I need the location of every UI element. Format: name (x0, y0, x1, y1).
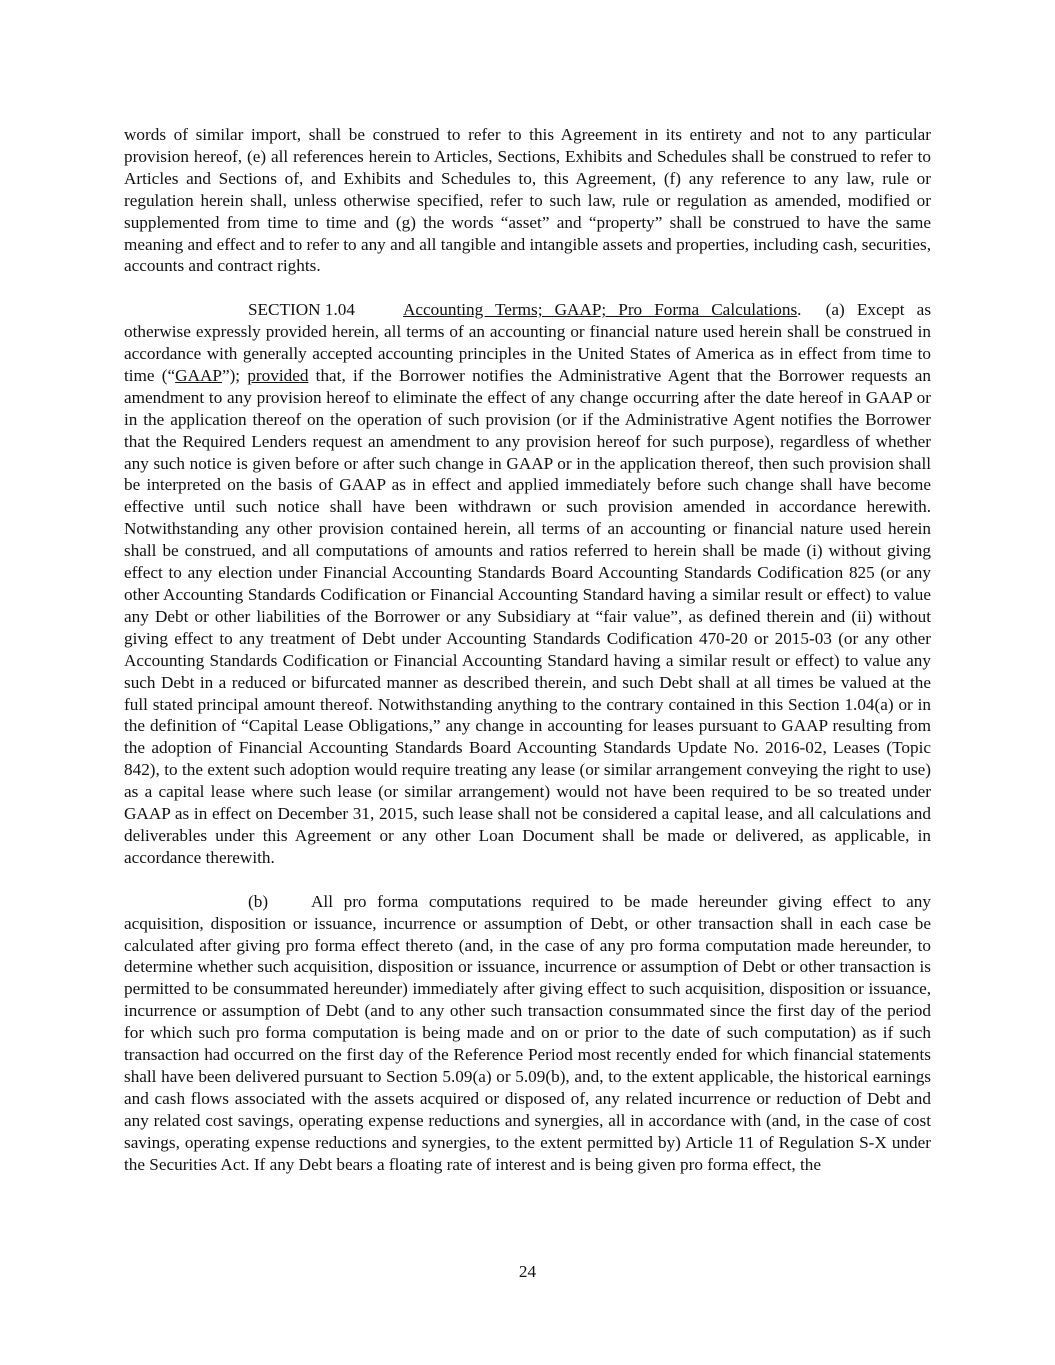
subsection-b-text: All pro forma computations required to be made hereunder giving effect to any acquisition, disposition or issuance, incurrence or assumption of Debt, or other transaction shall in each case be calculated after giving pro forma effect thereto (and, in the case of any pro forma computation made hereunder, to determine whether such acquisition, disposition or issuance, incurrence or assumption of Debt or other transaction is permitted to be consummated hereunder) immediately after giving effect to such acquisition, disposition or issuance, incurrence or assumption of Debt (and to any other such transaction consummated since the first day of the period for which such pro forma computation is being made and on or prior to the date of such computation) as if such transaction had occurred on the first day of the Reference Period most recently ended for which financial statements shall have been delivered pursuant to Section 5.09(a) or 5.09(b), and, to the extent applicable, the historical earnings and cash flows associated with the assets acquired or disposed of, any related incurrence or reduction of Debt and any related cost savings, operating expense reductions and synergies, all in accordance with (and, in the case of cost savings, operating expense reductions and synergies, to the extent permitted by) Article 11 of Regulation S-X under the Securities Act. If any Debt bears a floating rate of interest and is being given pro forma effect, the (124, 891, 931, 1174)
section-number: SECTION 1.04 (248, 300, 355, 320)
continuation-text: words of similar import, shall be construed to refer to this Agreement in its entirety and not to any particular provision hereof, (e) all references herein to Articles, Sections, Exhibits and Schedules shall be construed to refer to Articles and Sections of, and Exhibits and Schedules to, this Agreement, (f) any reference to any law, rule or regulation herein shall, unless otherwise specified, refer to such law, rule or regulation as amended, modified or supplemented from time to time and (g) the words “asset” and “property” shall be construed to have the same meaning and effect and to refer to any and all tangible and intangible assets and properties, including cash, securities, accounts and contract rights. (124, 125, 931, 276)
section-title-period: . (797, 300, 802, 320)
section-text-part3: that, if the Borrower notifies the Administrative Agent that the Borrower requests an amendment to any provision hereof to eliminate the effect of any change occurring after the date hereof in GAAP or in the application thereof on the operation of such provision (or if the Administrative Agent notifies the Borrower that the Required Lenders request an amendment to any provision hereof for such purpose), regardless of whether any such notice is given before or after such change in GAAP or in the application thereof, then such provision shall be interpreted on the basis of GAAP as in effect and applied immediately before such change shall have become effective until such notice shall have been withdrawn or such provision amended in accordance herewith. Notwithstanding any other provision contained herein, all terms of an accounting or financial nature used herein shall be construed, and all computations of amounts and ratios referred to herein shall be made (i) without giving effect to any election under Financial Accounting Standards Board Accounting Standards Codification 825 (or any other Accounting Standards Codification or Financial Accounting Standard having a similar result or effect) to value any Debt or other liabilities of the Borrower or any Subsidiary at “fair value”, as defined therein and (ii) without giving effect to any treatment of Debt under Accounting Standards Codification 470-20 or 2015-03 (or any other Accounting Standards Codification or Financial Accounting Standard having a similar result or effect) to value any such Debt in a reduced or bifurcated manner as described therein, and such Debt shall at all times be valued at the full stated principal amount thereof. Notwithstanding anything to the contrary contained in this Section 1.04(a) or in the definition of “Capital Lease Obligations,” any change in accounting for leases pursuant to GAAP resulting from the adoption of Financial Accounting Standards Board Accounting Standards Update No. 2016-02, Leases (Topic 842), to the extent such adoption would require treating any lease (or similar arrangement conveying the right to use) as a capital lease where such lease (or similar arrangement) would not have been required to be so treated under GAAP as in effect on December 31, 2015, such lease shall not be considered a capital lease, and all calculations and deliverables under this Agreement or any other Loan Document shall be made or delivered, as applicable, in accordance therewith. (124, 365, 931, 867)
subsection-a-label: (a) (825, 300, 845, 320)
continuation-paragraph (124, 124, 931, 277)
defined-term-gaap: GAAP (175, 365, 222, 385)
section-text-part2: ”); (221, 365, 248, 385)
term-provided: provided (247, 365, 309, 385)
subsection-b-label: (b) (248, 891, 269, 911)
page-number: 24 (518, 1262, 537, 1281)
section-title: Accounting Terms; GAAP; Pro Forma Calculations (403, 300, 798, 320)
subsection-b-paragraph (124, 891, 931, 1176)
section-1-04-paragraph (124, 299, 931, 869)
document-body (124, 124, 931, 1197)
section-text-part1: Except as otherwise expressly provided herein, all terms of an accounting or financial nature used herein shall be construed in accordance with generally accepted accounting principles in the United States of America as in effect from time to time (“ (124, 300, 932, 385)
